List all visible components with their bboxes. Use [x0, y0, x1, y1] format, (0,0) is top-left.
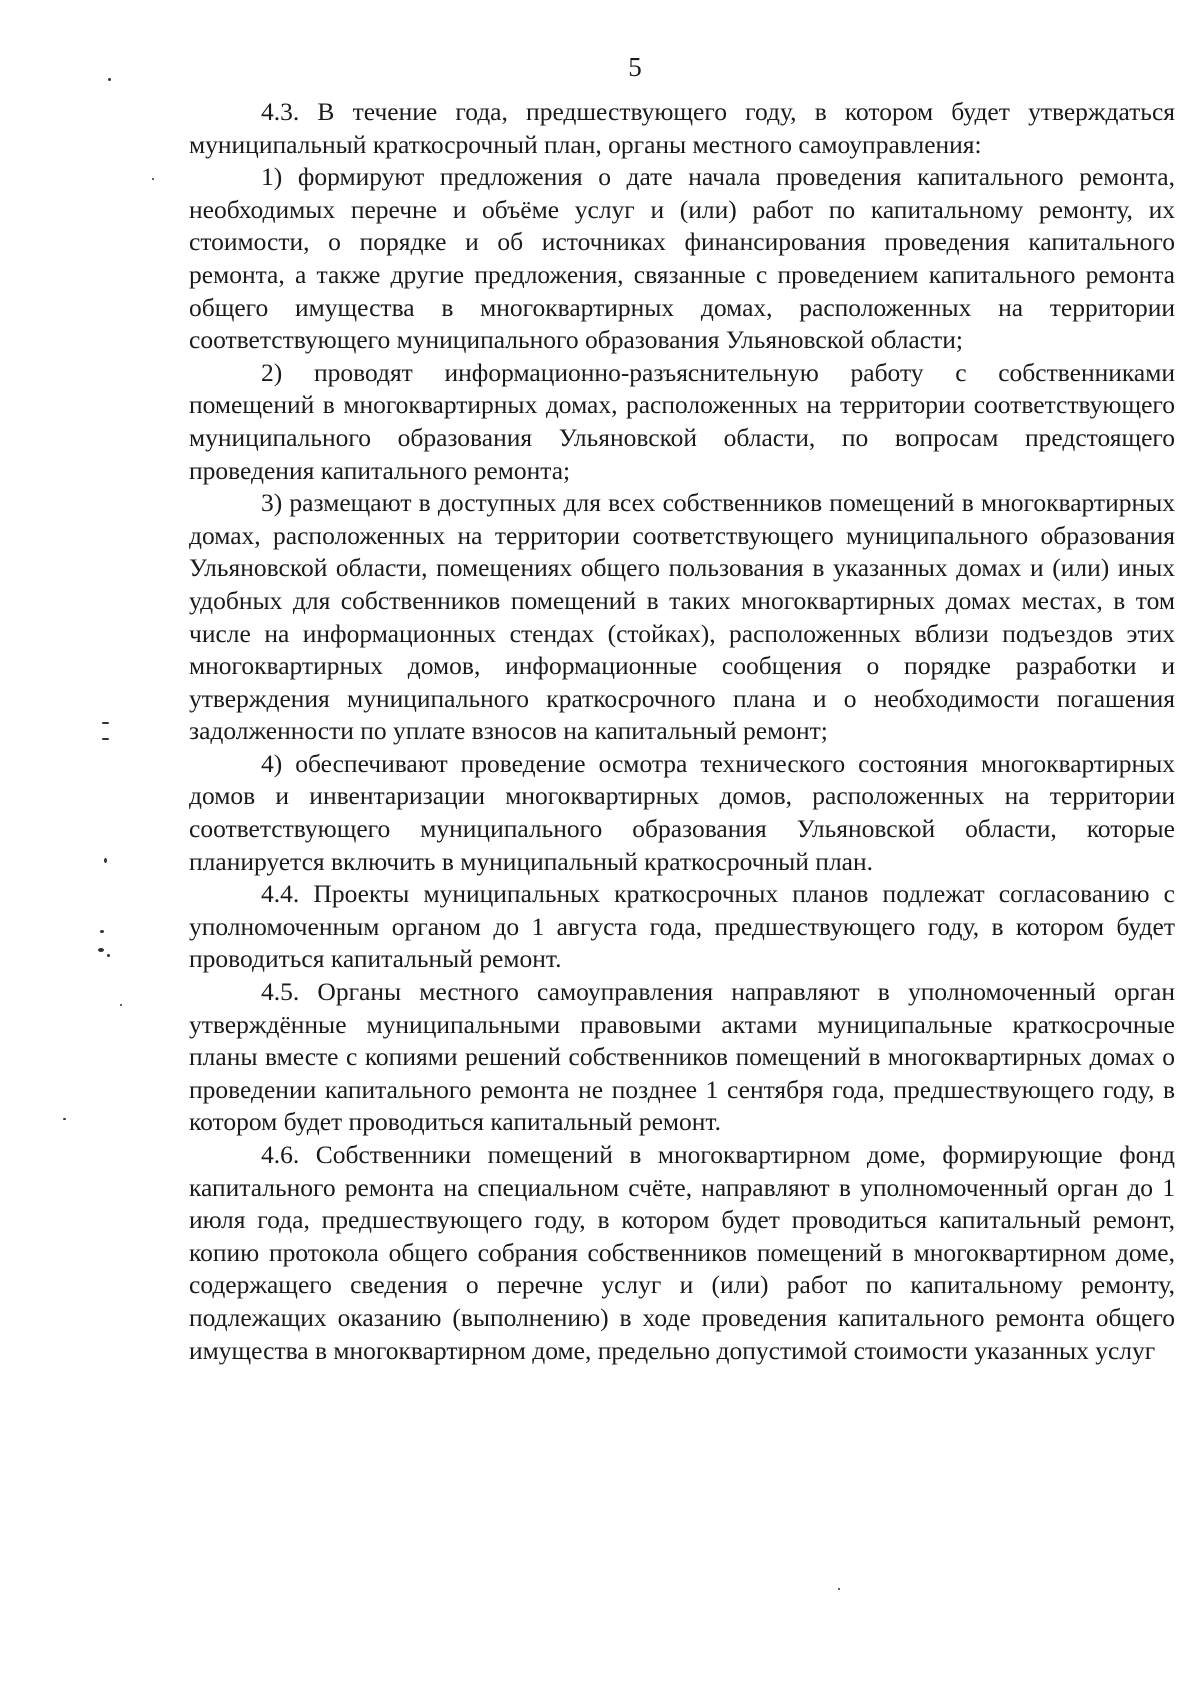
- scan-speck: [104, 858, 107, 863]
- paragraph-4-3-item-2: 2) проводят информационно-разъяснительную работу с собственниками помещений в многоквартирных домах, расположенных на территории соответствующего муниципального образования Ульяновской области, по вопросам предстоящего проведения капитального ремонта;: [189, 357, 1175, 485]
- paragraph-4-6: 4.6. Собственники помещений в многоквартирном доме, формирующие фонд капитального ремонта на специальном счёте, направляют в уполномоченный орган до 1 июля года, предшествующего году, в котором будет проводиться капитальный ремонт, копию протокола общего собрания собственников помещений в многоквартирном доме, содержащего сведения о перечне услуг и (или) работ по капитальному ремонту, подлежащих оказанию (выполнению) в ходе проведения капитального ремонта общего имущества в многоквартирном доме, предельно допустимой стоимости указанных услуг: [189, 1140, 1175, 1365]
- scan-speck: [108, 78, 111, 81]
- scan-speck: [100, 930, 104, 933]
- scan-speck: [107, 954, 110, 957]
- scan-speck: [120, 1004, 122, 1006]
- page-number: 5: [628, 52, 642, 82]
- paragraph-4-4: 4.4. Проекты муниципальных краткосрочных планов подлежат согласованию с уполномоченным органом до 1 августа года, предшествующего году, в котором будет проводиться капитальный ремонт.: [189, 879, 1175, 974]
- scan-speck: [102, 738, 109, 740]
- paragraph-4-3-item-4: 4) обеспечивают проведение осмотра технического состояния многоквартирных домов и инвентаризации многоквартирных домов, расположенных на территории соответствующего муниципального образования Ульяновской области, которые планируется включить в муниципальный краткосрочный план.: [189, 748, 1175, 876]
- paragraph-4-3-item-3: 3) размещают в доступных для всех собственников помещений в многоквартирных домах, расположенных на территории соответствующего муниципального образования Ульяновской области, помещениях общего пользования в указанных домах и (или) иных удобных для собственников помещений в таких многоквартирных домах местах, в том числе на информационных стендах (стойках), расположенных вблизи подъездов этих многоквартирных домов, информационные сообщения о порядке разработки и утверждения муниципального краткосрочного плана и о необходимости погашения задолженности по уплате взносов на капитальный ремонт;: [189, 488, 1175, 746]
- scan-speck: [98, 948, 104, 952]
- paragraph-4-3: 4.3. В течение года, предшествующего году, в котором будет утверждаться муниципальный краткосрочный план, органы местного самоуправления:: [189, 97, 1175, 159]
- document-body: [189, 96, 1175, 1367]
- scan-speck: [63, 1118, 66, 1120]
- paragraph-4-3-item-1: 1) формируют предложения о дате начала проведения капитального ремонта, необходимых перечне и объёме услуг и (или) работ по капитальному ремонту, их стоимости, о порядке и об источниках финансирования проведения капитального ремонта, а также другие предложения, связанные с проведением капитального ремонта общего имущества в многоквартирных домах, расположенных на территории соответствующего муниципального образования Ульяновской области;: [189, 162, 1175, 355]
- scan-speck: [838, 1588, 840, 1590]
- scan-speck: [152, 178, 154, 180]
- paragraph-4-5: 4.5. Органы местного самоуправления направляют в уполномоченный орган утверждённые муниципальными правовыми актами муниципальные краткосрочные планы вместе с копиями решений собственников помещений в многоквартирных домах о проведении капитального ремонта не позднее 1 сентября года, предшествующего году, в котором будет проводиться капитальный ремонт.: [189, 977, 1175, 1137]
- scan-speck: [102, 722, 109, 724]
